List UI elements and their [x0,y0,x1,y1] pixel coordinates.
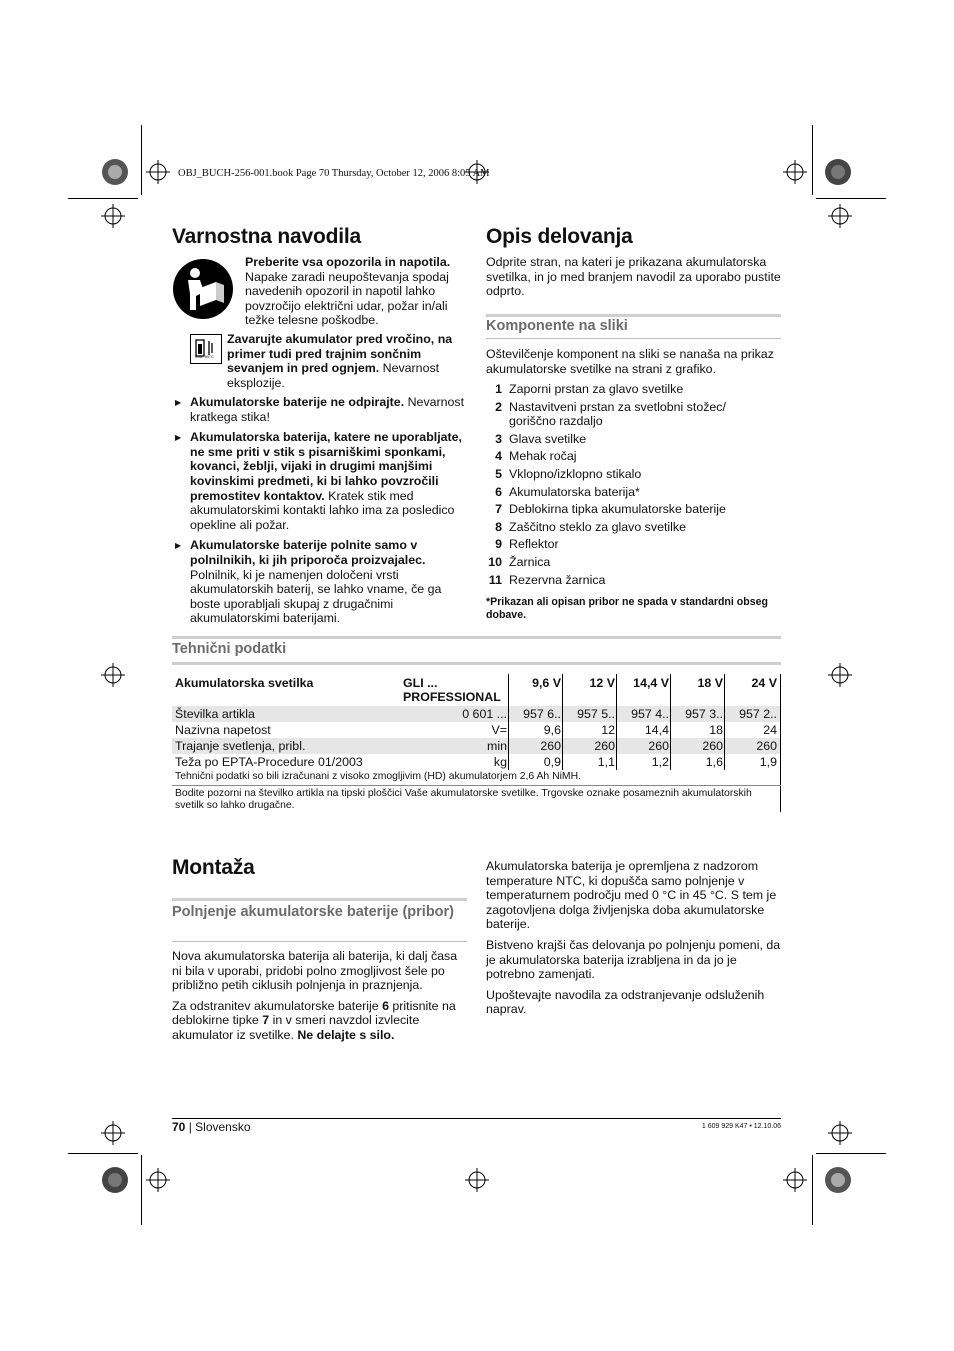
list-item: 4 Mehak ročaj [495,449,577,464]
list-item: 8 Zaščitno steklo za glavo svetilke [495,519,686,534]
table-divider [616,674,617,770]
heat-warning-icon [190,334,222,364]
read-manual-icon [172,258,234,320]
safety-bullet: ▶ Akumulatorske baterije ne odpirajte. Nevarnost kratkega stika! [173,395,465,424]
heat-warning: Zavarujte akumulator pred vročino, na primer tudi pred trajnim sončnim sevanjem in pred ognjem. Nevarnost eksplozije. [227,332,453,390]
table-row: Številka artikla 0 601 ... 957 6.. 957 5.. 957 4.. 957 3.. 957 2.. [172,706,781,722]
table-divider [562,674,563,770]
table-divider [508,674,509,770]
tech-note: Tehnični podatki so bili izračunani z visoko zmogljivim (HD) akumulatorjem 2,6 Ah NiMH. [175,771,581,782]
table-row: Teža po EPTA-Procedure 01/2003 kg 0,9 1,1 1,2 1,6 1,9 [175,755,777,769]
remove-battery-text: Za odstranitev akumulatorske baterije 6 pritisnite na deblokirne tipke 7 in v smeri navzdol izvlecite akumulator iz svetilke. Ne delajte s silo. [172,998,456,1042]
function-intro: Odprite stran, na kateri je prikazana akumulatorska svetilka, in jo med branjem navodil za uporabo pustite odprto. [486,255,781,299]
safety-bullets [173,395,465,632]
table-divider [724,674,725,770]
table-row: Trajanje svetlenja, pribl. min 260 260 260 260 260 [172,738,781,754]
crosshair-icon [828,204,852,228]
table-divider [172,785,781,786]
crosshair-icon [146,1168,170,1192]
crosshair-icon [783,1168,807,1192]
footer-rule [172,1118,781,1119]
print-header: OBJ_BUCH-256-001.book Page 70 Thursday, October 12, 2006 8:05 AM [178,168,490,179]
list-item: 6 Akumulatorska baterija* [495,484,640,499]
heat-icon-label: max. 50°C [195,354,214,359]
list-item: 3 Glava svetilke [495,431,587,446]
components-footnote: *Prikazan ali opisan pribor ne spada v standardni obseg dobave. [486,596,768,621]
color-target-icon [102,159,128,185]
assembly-title: Montaža [172,856,255,879]
tech-title: Tehnični podatki [172,641,287,657]
color-target-icon [102,1167,128,1193]
list-item: 7 Deblokirna tipka akumulatorske baterije [495,502,726,517]
table-divider [780,674,781,812]
list-item: 9 Reflektor [495,537,559,552]
color-target-icon [825,1167,851,1193]
list-item: 5 Vklopno/izklopno stikalo [495,466,642,481]
components-list [486,382,781,590]
crosshair-icon [101,1121,125,1145]
table-header: Akumulatorska svetilka GLI ... PROFESSIONAL 9,6 V 12 V 14,4 V 18 V 24 V [175,676,777,704]
list-item: 2 Nastavitveni prstan za svetlobni stožec/ goriščno razdaljo [495,399,726,429]
footer-language: Slovensko [195,1120,251,1134]
list-item: 1 Zaporni prstan za glavo svetilke [495,382,684,396]
assembly-left-text: Nova akumulatorska baterija ali baterija, ki dalj časa ni bila v uporabi, pridobi polno zmogljivost šele po približno petih ciklusih polnjenja in praznjenja. Za odstranitev akumulatorske baterije 6 pritisnite na deblokirne tipke 7 in v smeri navzdol izvlecite akumulator iz svetilke. Ne delajte s silo. [172,949,467,1049]
tech-note: Bodite pozorni na številko artikla na tipski ploščici Vaše akumulatorske svetilke. Trgovske oznake posameznih akumulatorskih svetilk so lahko drugačne. [175,788,752,811]
list-item: 11 Rezervna žarnica [488,572,606,587]
safety-title: Varnostna navodila [172,225,361,248]
crosshair-icon [783,160,807,184]
assembly-right-text: Akumulatorska baterija je opremljena z nadzorom temperature NTC, ki dopušča samo polnjenje v temperaturnem področju med 0 °C in 45 °C. S tem je zagotovljena dolga življenjska doba akumulatorske baterije. Bistveno krajši čas delovanja po polnjenju pomeni, da je akumulatorska baterija izrabljena in da jo je potrebno zamenjati. Upoštevajte navodila za odstranjevanje odsluženih naprav. [486,859,781,1017]
crosshair-icon [828,1121,852,1145]
section-rule [172,636,781,639]
section-rule [172,898,467,901]
section-rule [486,338,781,339]
charging-title: Polnjenje akumulatorske baterije (pribor) [172,904,455,920]
safety-bullet: ▶ Akumulatorska baterija, katere ne uporabljate, ne sme priti v stik s pisarniškimi sponkami, kovanci, žeblji, vijaki in drugimi manjšimi kovinskimi predmeti, ki bi lahko povzročili premostitev kontaktov. Kratek stik med akumulatorskimi kontakti lahko ima za posledico opekline ali požar. [173,430,465,532]
crosshair-icon [828,663,852,687]
section-rule [486,314,781,317]
table-row: Nazivna napetost V= 9,6 12 14,4 18 24 [175,723,777,737]
table-divider [670,674,671,770]
list-item: 10 Žarnica [488,554,551,569]
crosshair-icon [465,1168,489,1192]
crosshair-icon [101,204,125,228]
page-number: 70 [172,1120,186,1134]
section-rule [172,662,781,665]
crosshair-icon [146,160,170,184]
section-rule [172,941,467,942]
function-title: Opis delovanja [486,225,633,248]
safety-bullet: ▶ Akumulatorske baterije polnite samo v polnilnikih, ki jih priporoča proizvajalec. Polnilnik, ki je namenjen določeni vrsti akumulatorskih baterij, se lahko vname, če ga boste uporabljali skupaj z drugačnimi akumulatorskimi baterijami. [173,538,465,626]
document-code: 1 609 929 K47 • 12.10.06 [701,1123,781,1130]
components-title: Komponente na sliki [486,318,628,334]
page-footer: 70 | Slovensko [172,1120,251,1134]
color-target-icon [825,159,851,185]
components-intro: Oštevilčenje komponent na sliki se nanaša na prikaz akumulatorske svetilke na strani z grafiko. [486,347,774,376]
read-warning: Preberite vsa opozorila in napotila. Napake zaradi neupoštevanja spodaj navedenih opozoril in napotil lahko povzročijo električni udar, požar in/ali težke telesne poškodbe. [245,255,451,328]
crosshair-icon [101,663,125,687]
